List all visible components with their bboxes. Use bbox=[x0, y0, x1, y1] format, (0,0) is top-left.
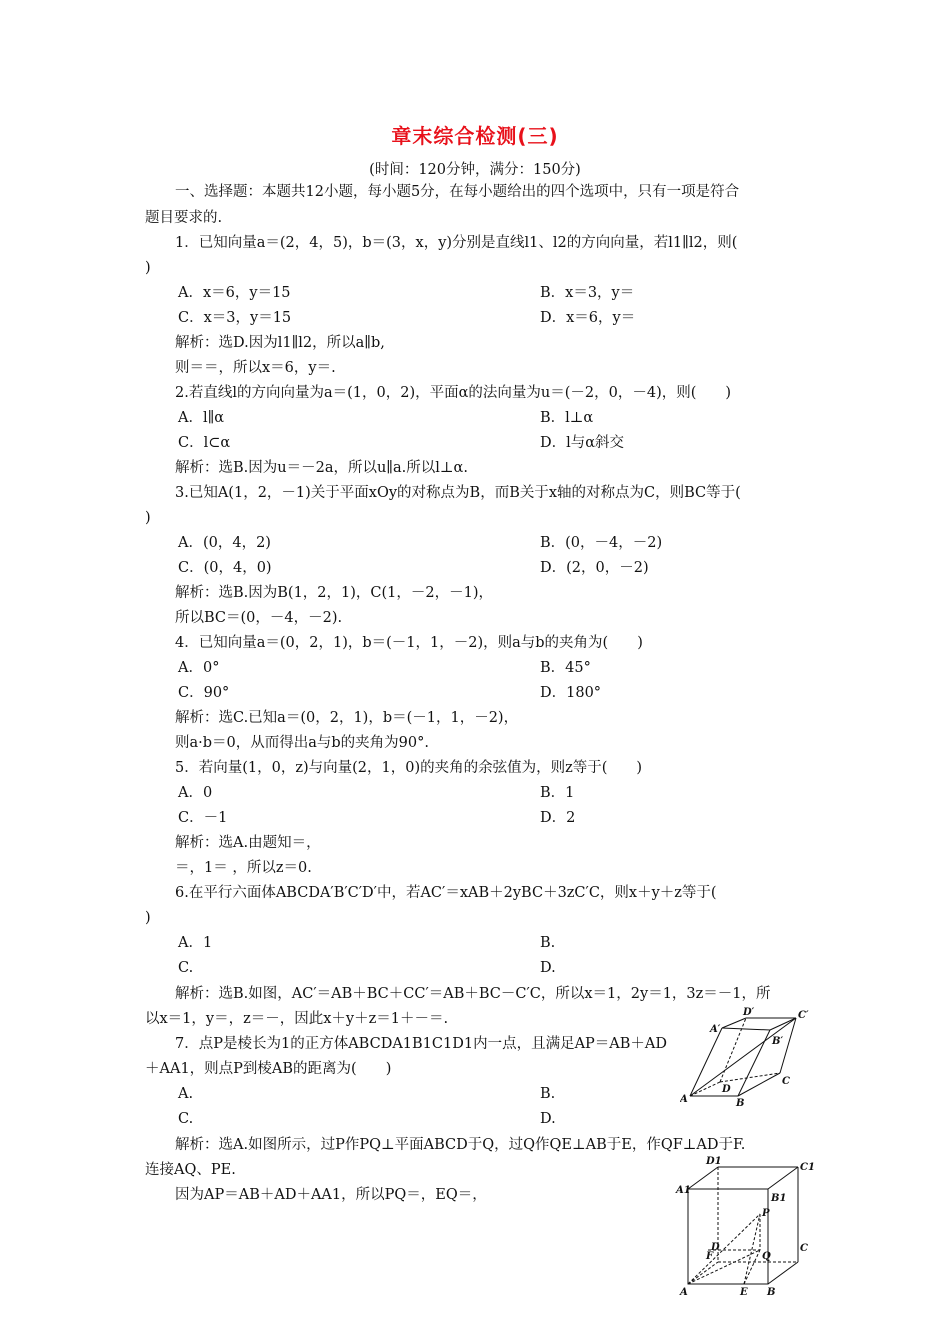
q3-option-b: B．(0，－4，－2) bbox=[540, 535, 663, 551]
q2-solution: 解析：选B.因为u＝－2a，所以u∥a.所以l⊥α. bbox=[175, 460, 468, 476]
q6-solution-cont: 以x＝1，y＝，z＝－，因此x＋y＋z＝1＋－＝. bbox=[145, 1011, 449, 1027]
q1-option-d: D．x＝6，y＝ bbox=[540, 310, 636, 326]
section-intro-cont: 题目要求的. bbox=[145, 210, 223, 226]
q5-solution: 解析：选A.由题知＝， bbox=[175, 835, 321, 851]
q5-option-a: A．0 bbox=[178, 785, 213, 801]
question-5: 5．若向量(1，0，z)与向量(2，1，0)的夹角的余弦值为，则z等于( ) bbox=[175, 760, 643, 776]
fig1-label-d-prime: D′ bbox=[743, 1007, 755, 1018]
question-6-cont: ) bbox=[145, 910, 151, 926]
fig2-label-c: C bbox=[800, 1243, 808, 1254]
q1-option-c: C．x＝3，y＝15 bbox=[178, 310, 292, 326]
question-1: 1．已知向量a＝(2，4，5)，b＝(3，x，y)分别是直线l1、l2的方向向量，若l1∥l2，则( bbox=[175, 235, 738, 251]
fig2-label-e: E bbox=[740, 1287, 748, 1298]
q6-option-a: A．1 bbox=[178, 935, 213, 951]
q7-option-c: C. bbox=[178, 1111, 194, 1127]
q7-solution-cont: 连接AQ、PE. bbox=[145, 1162, 236, 1178]
q3-option-d: D．(2，0，－2) bbox=[540, 560, 649, 576]
question-6: 6.在平行六面体ABCDA′B′C′D′中，若AC′＝xAB＋2yBC＋3zC′C，则x＋y＋z等于( bbox=[175, 885, 717, 901]
q2-option-a: A．l∥α bbox=[178, 410, 225, 426]
fig2-label-f: F bbox=[706, 1251, 714, 1262]
q7-option-b: B. bbox=[540, 1086, 556, 1102]
page-title: 章末综合检测(三) bbox=[391, 124, 559, 148]
section-intro: 一、选择题：本题共12小题，每小题5分，在每小题给出的四个选项中，只有一项是符合 bbox=[175, 184, 740, 200]
fig1-label-a-prime: A′ bbox=[710, 1024, 721, 1035]
q7-solution-cont2: 因为AP＝AB＋AD＋AA1，所以PQ＝，EQ＝， bbox=[175, 1187, 487, 1203]
q5-option-c: C．－1 bbox=[178, 810, 228, 826]
q4-solution-cont: 则a·b＝0，从而得出a与b的夹角为90°. bbox=[175, 735, 429, 751]
q4-option-a: A．0° bbox=[178, 660, 220, 676]
question-3: 3.已知A(1，2，－1)关于平面xOy的对称点为B，而B关于x轴的对称点为C，则BC等于( bbox=[175, 485, 741, 501]
q6-option-b: B. bbox=[540, 935, 556, 951]
question-2: 2.若直线l的方向向量为a＝(1，0，2)，平面α的法向量为u＝(－2，0，－4)，则( ) bbox=[175, 385, 732, 401]
q7-solution: 解析：选A.如图所示，过P作PQ⊥平面ABCD于Q，过Q作QE⊥AB于E，作QF⊥AD于F. bbox=[175, 1137, 746, 1153]
fig1-label-b-prime: B′ bbox=[772, 1036, 784, 1047]
q6-option-d: D. bbox=[540, 960, 556, 976]
q3-option-c: C．(0，4，0) bbox=[178, 560, 272, 576]
q5-option-d: D．2 bbox=[540, 810, 576, 826]
fig2-label-b: B bbox=[767, 1287, 776, 1298]
q4-option-d: D．180° bbox=[540, 685, 602, 701]
fig2-label-c1: C1 bbox=[800, 1162, 815, 1173]
q3-option-a: A．(0，4，2) bbox=[178, 535, 271, 551]
q7-option-d: D. bbox=[540, 1111, 556, 1127]
question-4: 4．已知向量a＝(0，2，1)，b＝(－1，1，－2)，则a与b的夹角为( ) bbox=[175, 635, 643, 651]
question-7: 7．点P是棱长为1的正方体ABCDA1B1C1D1内一点，且满足AP＝AB＋AD bbox=[175, 1036, 668, 1052]
q6-solution: 解析：选B.如图，AC′＝AB＋BC＋CC′＝AB＋BC－C′C，所以x＝1，2y＝1，3z＝－1，所 bbox=[175, 986, 771, 1002]
q5-option-b: B．1 bbox=[540, 785, 575, 801]
question-7-cont: ＋AA1，则点P到棱AB的距离为( ) bbox=[145, 1061, 392, 1077]
q4-solution: 解析：选C.已知a＝(0，2，1)，b＝(－1，1，－2)， bbox=[175, 710, 519, 726]
q2-option-c: C．l⊂α bbox=[178, 435, 231, 451]
cube-figure bbox=[674, 1154, 824, 1299]
question-3-cont: ) bbox=[145, 510, 151, 526]
parallelepiped-figure bbox=[680, 1006, 820, 1111]
fig2-label-a: A bbox=[680, 1287, 688, 1298]
q6-option-c: C. bbox=[178, 960, 194, 976]
fig2-label-d: D bbox=[711, 1242, 720, 1253]
q3-solution-cont: 所以BC＝(0，－4，－2). bbox=[175, 610, 343, 626]
q1-option-b: B．x＝3，y＝ bbox=[540, 285, 635, 301]
q3-solution: 解析：选B.因为B(1，2，1)，C(1，－2，－1)， bbox=[175, 585, 493, 601]
q1-solution-cont: 则＝＝，所以x＝6，y＝. bbox=[175, 360, 336, 376]
q1-option-a: A．x＝6，y＝15 bbox=[178, 285, 291, 301]
fig1-label-b: B bbox=[736, 1098, 745, 1109]
fig1-label-c: C bbox=[782, 1076, 790, 1087]
exam-info: (时间：120分钟，满分：150分) bbox=[369, 162, 581, 178]
fig2-label-b1: B1 bbox=[771, 1193, 787, 1204]
q5-solution-cont: ＝，1＝ ，所以z＝0. bbox=[175, 860, 312, 876]
q1-solution: 解析：选D.因为l1∥l2，所以a∥b, bbox=[175, 335, 385, 351]
q2-option-d: D．l与α斜交 bbox=[540, 435, 625, 451]
q4-option-b: B．45° bbox=[540, 660, 591, 676]
fig2-label-d1: D1 bbox=[706, 1156, 722, 1167]
fig2-label-p: P bbox=[762, 1208, 770, 1219]
q7-option-a: A. bbox=[178, 1086, 194, 1102]
q2-option-b: B．l⊥α bbox=[540, 410, 594, 426]
q4-option-c: C．90° bbox=[178, 685, 230, 701]
fig2-label-q: Q bbox=[762, 1251, 771, 1262]
fig1-label-d: D bbox=[722, 1084, 731, 1095]
fig2-label-a1: A1 bbox=[676, 1185, 691, 1196]
fig1-label-c-prime: C′ bbox=[798, 1010, 809, 1021]
question-1-cont: ) bbox=[145, 260, 151, 276]
fig1-label-a: A bbox=[680, 1094, 688, 1105]
